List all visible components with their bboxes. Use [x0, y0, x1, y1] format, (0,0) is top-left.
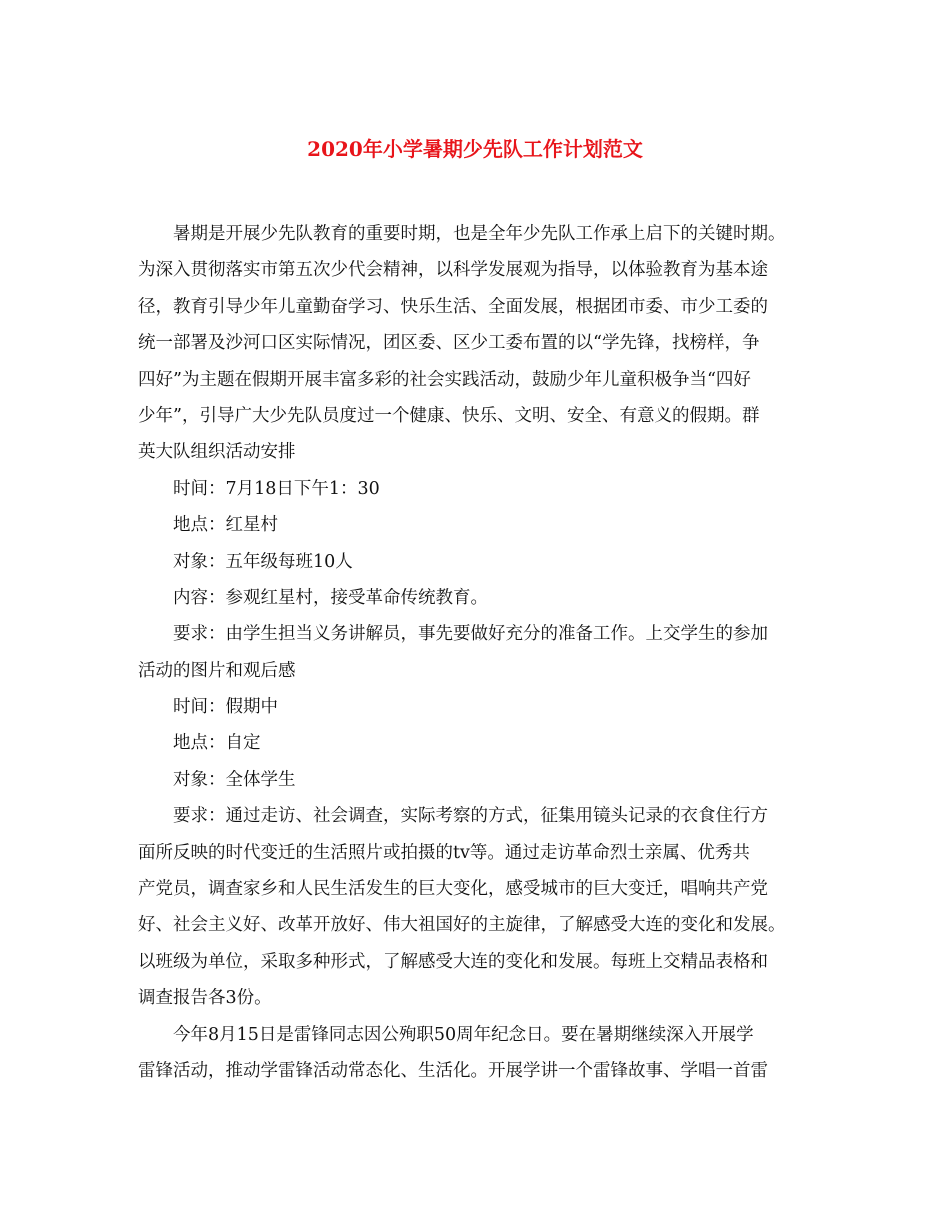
- text-line: 面所反映的时代变迁的生活照片或拍摄的tv等。通过走访革命烈士亲属、优秀共: [138, 842, 750, 863]
- text-line: 调查报告各3份。: [138, 988, 272, 1009]
- document-body: [138, 216, 818, 1089]
- text-line: 时间：7月18日下午1：30: [173, 478, 380, 499]
- document-title: 2020年小学暑期少先队工作计划范文: [307, 137, 643, 161]
- text-line: 要求：由学生担当义务讲解员，事先要做好充分的准备工作。上交学生的参加: [173, 624, 768, 645]
- text-line: 对象：五年级每班10人: [173, 551, 353, 572]
- text-line: 时间：假期中: [173, 697, 278, 718]
- text-line: 雷锋活动，推动学雷锋活动常态化、生活化。开展学讲一个雷锋故事、学唱一首雷: [138, 1060, 768, 1081]
- text-line: 对象：全体学生: [173, 769, 296, 790]
- text-line: 为深入贯彻落实市第五次少代会精神，以科学发展观为指导，以体验教育为基本途: [138, 260, 768, 281]
- text-line: 四好”为主题在假期开展丰富多彩的社会实践活动，鼓励少年儿童积极争当“四好: [138, 369, 751, 390]
- text-line: 径，教育引导少年儿童勤奋学习、快乐生活、全面发展，根据团市委、市少工委的: [138, 296, 768, 317]
- text-line: 地点：红星村: [173, 515, 278, 536]
- text-line: 产党员，调查家乡和人民生活发生的巨大变化，感受城市的巨大变迁，唱响共产党: [138, 879, 768, 900]
- text-line: 内容：参观红星村，接受革命传统教育。: [173, 587, 488, 608]
- text-line: 暑期是开展少先队教育的重要时期，也是全年少先队工作承上启下的关键时期。: [173, 224, 786, 244]
- text-line: 地点：自定: [173, 733, 261, 754]
- text-line: 要求：通过走访、社会调查，实际考察的方式，征集用镜头记录的衣食住行方: [173, 806, 768, 827]
- text-line: 今年8月15日是雷锋同志因公殉职50周年纪念日。要在暑期继续深入开展学: [173, 1024, 754, 1045]
- text-line: 好、社会主义好、改革开放好、伟大祖国好的主旋律，了解感受大连的变化和发展。: [138, 915, 786, 936]
- text-line: 统一部署及沙河口区实际情况，团区委、区少工委布置的以“学先锋，找榜样，争: [138, 333, 760, 354]
- text-line: 活动的图片和观后感: [138, 660, 296, 681]
- text-line: 英大队组织活动安排: [138, 442, 296, 463]
- text-line: 少年”，引导广大少先队员度过一个健康、快乐、文明、安全、有意义的假期。群: [138, 405, 760, 426]
- text-line: 以班级为单位，采取多种形式，了解感受大连的变化和发展。每班上交精品表格和: [138, 951, 768, 972]
